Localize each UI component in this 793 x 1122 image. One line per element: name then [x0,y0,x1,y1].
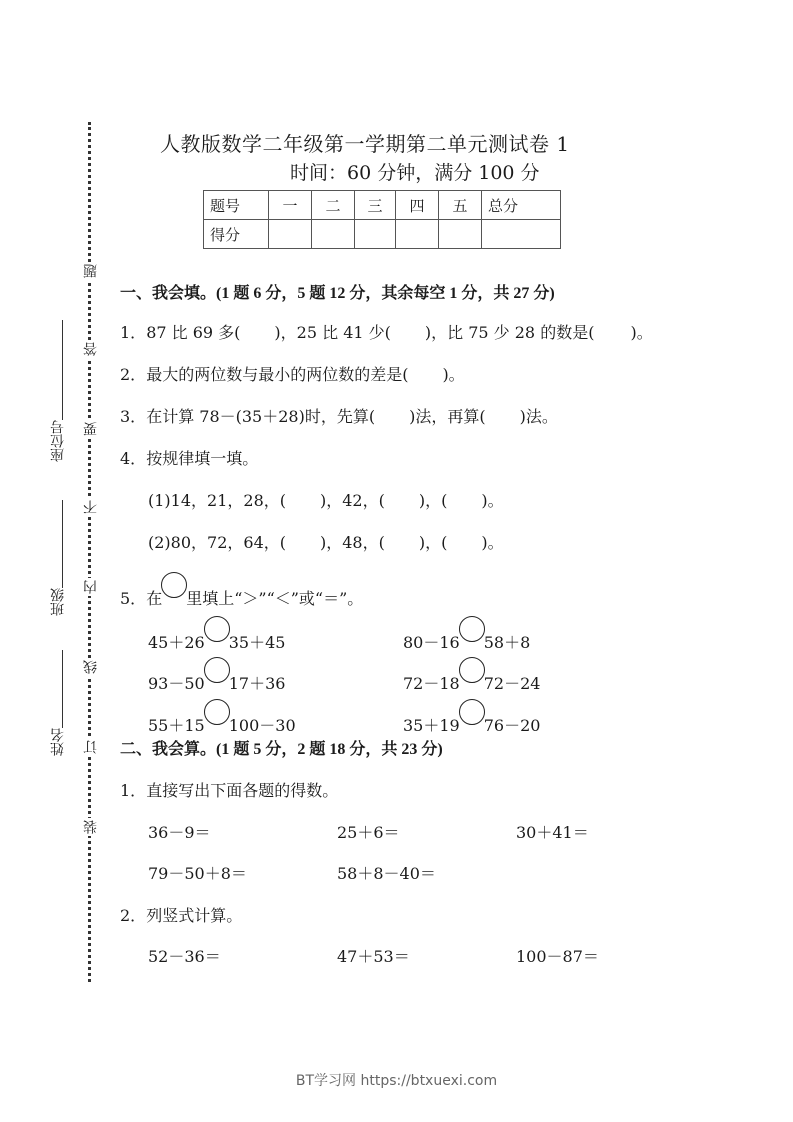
margin-char: 装 [83,820,99,834]
text: )，( [418,491,448,510]
text: 55＋15 [148,716,205,735]
class-field[interactable] [62,500,63,588]
score-input-cell[interactable] [396,220,439,249]
seat-number-label: 座位号 [50,420,66,462]
text: 里填上“＞”“＜”或“＝”。 [186,589,364,608]
text: 93－50 [148,674,205,693]
vertical-calc-item[interactable]: 100－87＝ [516,947,599,966]
margin-char: 要 [83,422,99,436]
text: (1)14，21，28，( [148,491,286,510]
text: 按规律填一填。 [146,449,259,468]
calc-item[interactable]: 36－9＝ [148,823,211,842]
compare-item [403,616,530,653]
cell: 三 [355,191,396,220]
text: 17＋36 [228,674,286,693]
question-number: 3． [120,407,147,426]
text: 35＋45 [228,633,286,652]
text: 72－24 [483,674,541,693]
calc-item[interactable]: 58＋8－40＝ [337,864,436,883]
binding-dotted-line [88,122,91,982]
text: )，42，( [320,491,385,510]
score-input-cell[interactable] [312,220,355,249]
margin-char: 订 [83,740,99,754]
text: )，25 比 41 少( [274,323,391,342]
text: 直接写出下面各题的得数。 [146,781,339,800]
text: 58＋8 [483,633,531,652]
name-field[interactable] [62,650,63,728]
question-1-3 [120,404,558,427]
question-2-2 [120,903,242,926]
text: 76－20 [483,716,541,735]
text: )，( [418,533,448,552]
compare-circle[interactable] [204,657,230,683]
text: )法，再算( [409,407,486,426]
question-1-2 [120,362,465,385]
calc-item[interactable]: 30＋41＝ [516,823,589,842]
compare-circle[interactable] [204,699,230,725]
question-number: 2． [120,365,147,384]
vertical-calc-item[interactable]: 52－36＝ [148,947,221,966]
circle-icon [161,572,187,598]
text: )法。 [519,407,558,426]
calc-item[interactable]: 79－50＋8＝ [148,864,247,883]
class-label: 班级 [50,588,66,616]
text: )。 [630,323,653,342]
score-input-cell[interactable] [355,220,396,249]
score-table-score-row [204,220,561,249]
question-1-4 [120,446,258,469]
cell: 得分 [204,220,269,249]
score-input-cell[interactable] [439,220,482,249]
score-input-cell[interactable] [482,220,561,249]
section1-heading: 一、我会填。(1 题 6 分，5 题 12 分，其余每空 1 分，共 27 分) [120,285,555,302]
text: )。 [481,491,504,510]
text: 在 [146,589,163,608]
exam-time-info: 时间：60 分钟，满分 100 分 [290,162,540,184]
cell: 题号 [204,191,269,220]
margin-char: 不 [83,500,99,514]
text: )，比 75 少 28 的数是( [424,323,595,342]
text: 35＋19 [403,716,460,735]
question-1-1 [120,320,653,343]
watermark: BT学习网 https://btxuexi.com [295,1073,498,1089]
section2-heading: 二、我会算。(1 题 5 分，2 题 18 分，共 23 分) [120,741,443,758]
question-number: 4． [120,449,147,468]
cell: 五 [439,191,482,220]
page-title: 人教版数学二年级第一学期第二单元测试卷 1 [160,132,570,156]
cell: 四 [396,191,439,220]
cell: 二 [312,191,355,220]
score-table [203,190,561,249]
compare-item [148,699,296,736]
margin-char: 内 [83,580,99,594]
cell: 一 [269,191,312,220]
question-number: 2． [120,906,147,925]
question-1-4-sub2 [148,530,504,553]
compare-item [403,657,540,694]
compare-item [148,616,285,653]
text: 列竖式计算。 [146,906,243,925]
text: 最大的两位数与最小的两位数的差是( [146,365,409,384]
seat-number-field[interactable] [62,320,63,420]
compare-circle[interactable] [459,616,485,642]
text: 72－18 [403,674,460,693]
calc-item[interactable]: 25＋6＝ [337,823,400,842]
question-number: 1． [120,323,147,342]
compare-item [403,699,540,736]
name-label: 姓名 [50,728,66,756]
text: )，48，( [320,533,385,552]
text: (2)80，72，64，( [148,533,286,552]
question-number: 1． [120,781,147,800]
vertical-calc-item[interactable]: 47＋53＝ [337,947,410,966]
text: 45＋26 [148,633,205,652]
compare-item [148,657,285,694]
text: )。 [442,365,465,384]
compare-circle[interactable] [204,616,230,642]
text: 在计算 78－(35＋28)时，先算( [146,407,376,426]
question-number: 5． [120,589,147,608]
question-1-5 [120,572,363,609]
text: 100－30 [228,716,296,735]
margin-char: 题 [83,264,99,278]
text: 87 比 69 多( [146,323,241,342]
score-table-header-row [204,191,561,220]
margin-char: 线 [83,660,99,674]
score-input-cell[interactable] [269,220,312,249]
compare-circle[interactable] [459,657,485,683]
question-1-4-sub1 [148,488,504,511]
text: 80－16 [403,633,460,652]
margin-char: 答 [83,342,99,356]
text: )。 [481,533,504,552]
cell: 总分 [482,191,561,220]
question-2-1 [120,778,338,801]
compare-circle[interactable] [459,699,485,725]
